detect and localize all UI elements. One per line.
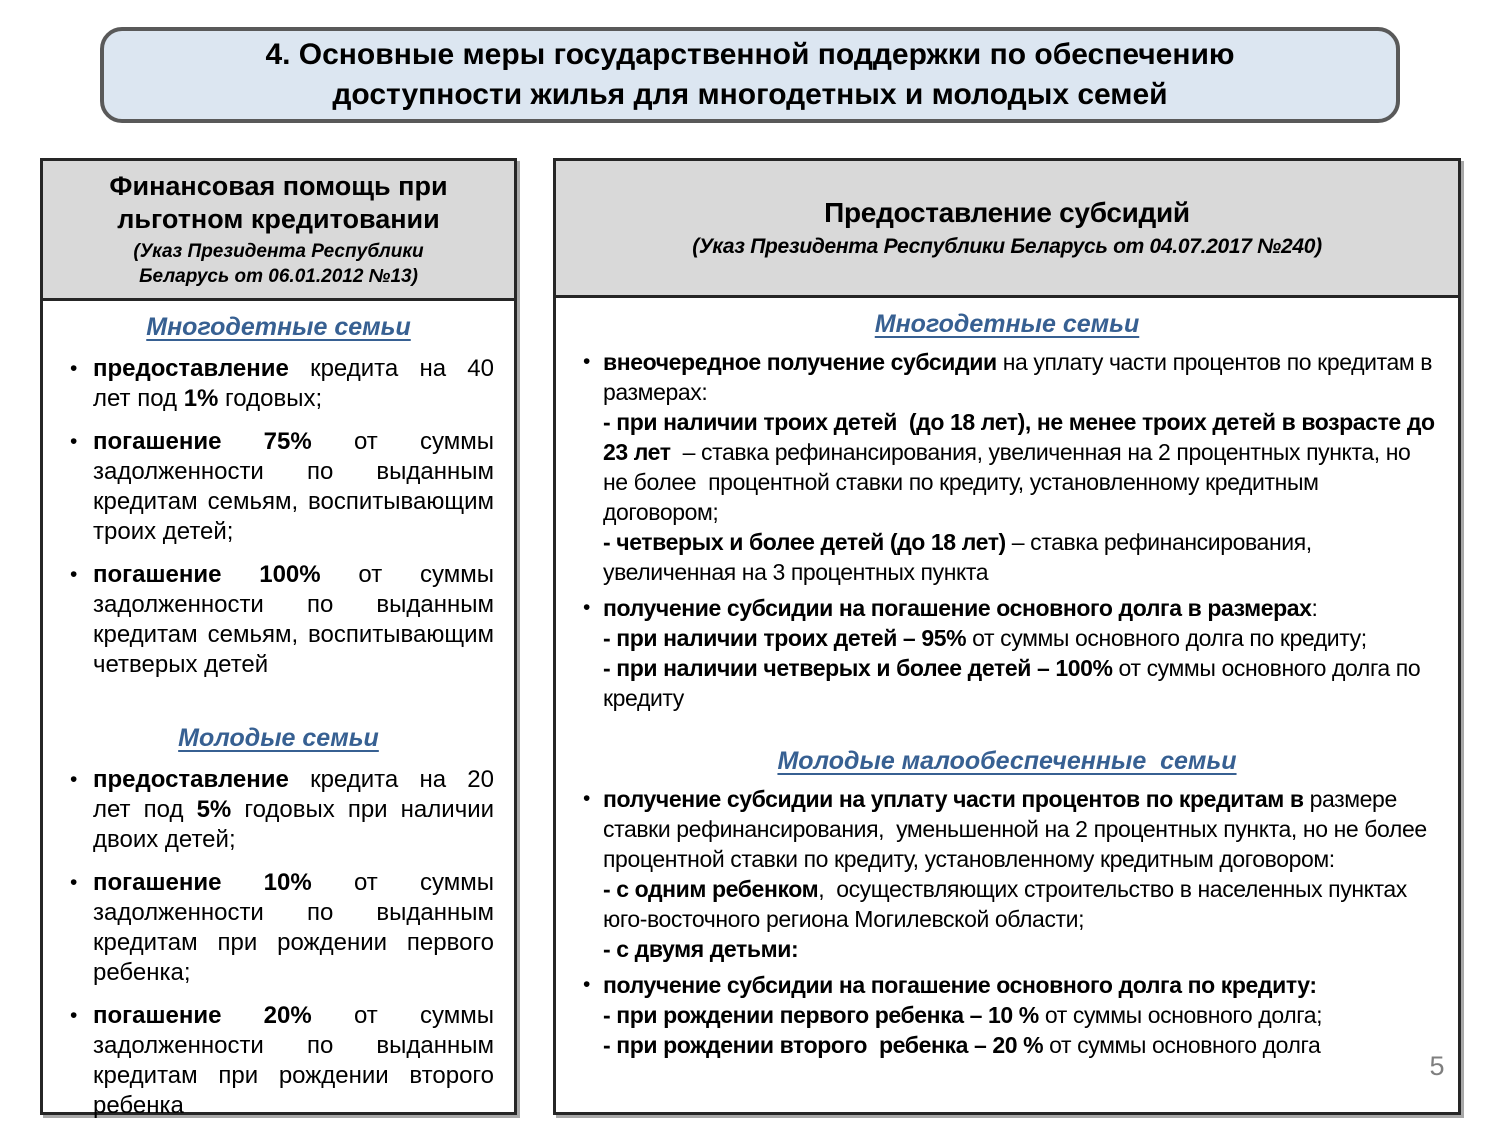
text-run: внеочередное получение субсидии (603, 349, 997, 375)
bullet-list (576, 784, 1438, 1060)
text-run: кредита на 20 лет под (93, 766, 501, 823)
text-run: размере ставки рефинансирования, уменьшенной на 2 процентных пункта, но не более процентной ставки по кредиту, установленному кредитным договором: (603, 786, 1433, 872)
section-heading (576, 747, 1438, 776)
section-heading-text: Молодые семьи (178, 724, 379, 752)
slide-title: 4. Основные меры государственной поддержки по обеспечению доступности жилья для многодетных и молодых семей (265, 38, 1235, 111)
text-run: – ставка рефинансирования, увеличенная на 2 процентных пункта, но не более процентной ставки по кредиту, установленному кредитным договором; (603, 439, 1417, 525)
text-run: 1% (183, 385, 219, 412)
text-run: погашение 20% (93, 1002, 312, 1029)
text-run: предоставление (93, 766, 289, 793)
text-run: - при рождении второго ребенка – 20 % (603, 1032, 1044, 1058)
text-run: погашение 75% (93, 428, 312, 455)
bullet-list (63, 354, 501, 680)
text-run: - при рождении первого ребенка – 10 % (603, 1002, 1039, 1028)
text-run: от суммы основного долга (1043, 1032, 1321, 1058)
bullet-item (63, 354, 501, 414)
right-panel-body (556, 298, 1458, 1060)
section-heading (576, 310, 1438, 339)
right-panel-subsidies (553, 158, 1461, 1115)
right-panel-subtitle: (Указ Президента Республики Беларусь от 04.07.2017 №240) (692, 235, 1322, 258)
bullet-item (576, 970, 1438, 1060)
text-run: предоставление (93, 355, 289, 382)
text-run: – ставка рефинансирования, увеличенная на 3 процентных пункта (603, 529, 1318, 585)
left-panel-credit-support (40, 158, 517, 1119)
section-heading-text: Молодые малообеспеченные семьи (777, 747, 1237, 775)
text-run: , осуществляющих строительство в населенных пунктах юго-восточного региона Могилевской области; (603, 876, 1413, 932)
text-run: - четверых и более детей (до 18 лет) (603, 529, 1006, 555)
text-run: погашение 10% (93, 869, 312, 896)
left-panel-subtitle: (Указ Президента Республики Беларусь от 06.01.2012 №13) (133, 241, 429, 287)
section-heading-text: Многодетные семьи (874, 310, 1140, 338)
text-run: - при наличии троих детей – 95% (603, 625, 967, 651)
text-run: - при наличии троих детей (до 18 лет), не менее троих детей в возрасте до 23 лет (603, 409, 1441, 465)
page-number: 5 (1429, 1051, 1445, 1081)
right-panel-title: Предоставление субсидий (824, 197, 1190, 228)
text-run: кредита на 40 лет под (93, 355, 501, 412)
text-run: - с одним ребенком (603, 876, 819, 902)
text-run: на уплату части процентов по кредитам в размерах: (603, 349, 1439, 405)
text-run: от суммы основного долга; (1038, 1002, 1323, 1028)
text-run: от суммы задолженности по выданным кредитам семьям, воспитывающим троих детей; (93, 428, 501, 545)
text-run: от суммы задолженности по выданным кредитам при рождении второго ребенка (93, 1002, 501, 1119)
section-heading-text: Многодетные семьи (146, 313, 411, 341)
bullet-list (63, 765, 501, 1121)
text-run: от суммы задолженности по выданным кредитам при рождении первого ребенка; (93, 869, 501, 986)
left-panel-header (43, 161, 514, 301)
bullet-item (576, 593, 1438, 713)
text-run: : (1311, 595, 1318, 621)
bullet-item (63, 765, 501, 855)
bullet-item (576, 347, 1441, 587)
section-heading (63, 313, 494, 342)
bullet-item (63, 427, 501, 547)
text-run: от суммы основного долга по кредиту (603, 655, 1427, 711)
text-run: годовых при наличии двоих детей; (93, 796, 501, 853)
bullet-item (63, 560, 501, 680)
text-run: получение субсидии на погашение основного долга по кредиту: (603, 972, 1317, 998)
text-run: годовых; (218, 385, 323, 412)
bullet-item (63, 1001, 501, 1121)
text-run: 5% (196, 796, 232, 823)
text-run: получение субсидии на уплату части процентов по кредитам в (603, 786, 1304, 812)
text-run: получение субсидии на погашение основного долга в размерах (603, 595, 1312, 621)
slide-title-box (100, 27, 1400, 123)
section-heading (63, 724, 494, 753)
text-run: - при наличии четверых и более детей – 100% (603, 655, 1113, 681)
bullet-list (576, 347, 1441, 713)
text-run: погашение 100% (93, 561, 321, 588)
text-run: от суммы задолженности по выданным кредитам семьям, воспитывающим четверых детей (93, 561, 501, 678)
text-run: от суммы основного долга по кредиту; (966, 625, 1367, 651)
bullet-item (576, 784, 1438, 964)
left-panel-title: Финансовая помощь при льготном кредитовании (109, 170, 456, 235)
text-run: - с двумя детьми: (603, 936, 799, 962)
right-panel-header (556, 161, 1458, 298)
left-panel-body (43, 301, 514, 1121)
bullet-item (63, 868, 501, 988)
